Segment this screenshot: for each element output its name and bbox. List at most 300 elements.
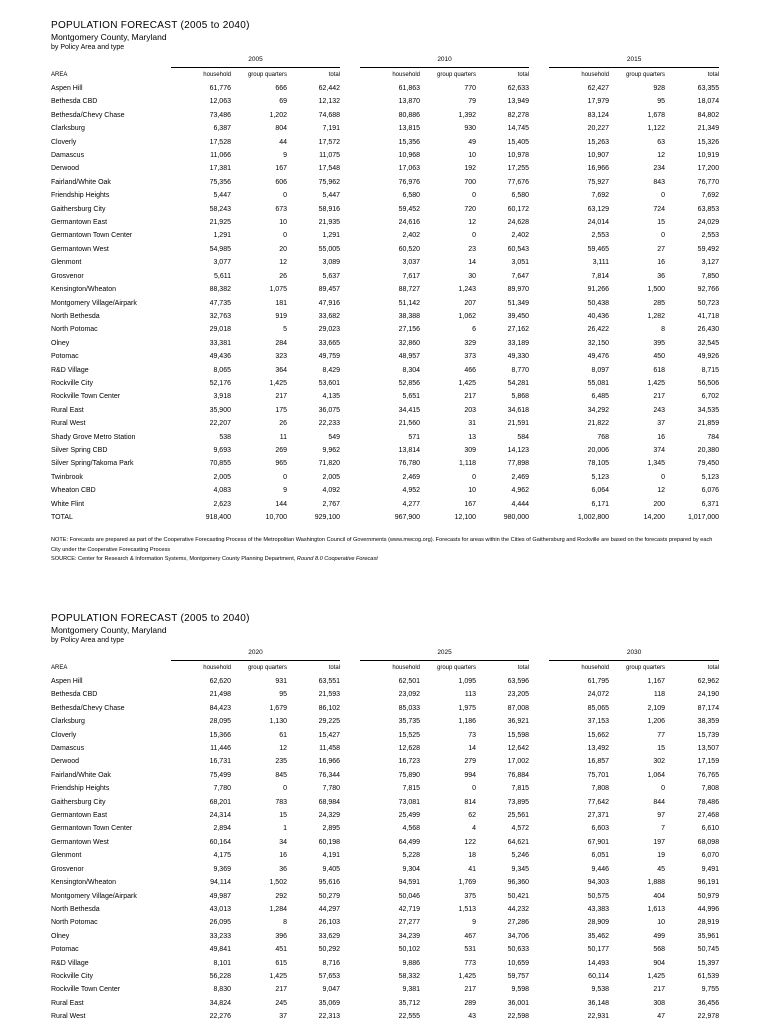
group-quarters-cell: 12 bbox=[657, 487, 666, 495]
area-name-cell: Potomac bbox=[51, 946, 79, 954]
table-row bbox=[51, 863, 719, 876]
group-quarters-cell: 6 bbox=[472, 326, 477, 334]
group-quarters-cell: 814 bbox=[464, 798, 477, 806]
column-gap bbox=[340, 782, 360, 795]
total-cell: 95,616 bbox=[318, 879, 341, 887]
group-quarters-cell: 329 bbox=[464, 339, 477, 347]
group-quarters-cell: 292 bbox=[275, 892, 287, 900]
column-gap bbox=[529, 364, 549, 377]
household-cell: 27,277 bbox=[398, 919, 421, 927]
column-gap bbox=[529, 702, 549, 715]
total-cell: 96,360 bbox=[507, 879, 530, 887]
group-quarters-cell: 1,425 bbox=[458, 972, 477, 980]
total-cell: 35,961 bbox=[697, 932, 720, 940]
column-gap bbox=[340, 337, 360, 350]
group-quarters-column-header: group quarters bbox=[247, 72, 287, 78]
area-name-cell: R&D Village bbox=[51, 366, 89, 374]
area-name-cell: Gaithersburg City bbox=[51, 205, 106, 213]
table-row bbox=[51, 162, 719, 175]
total-cell: 10,978 bbox=[507, 152, 530, 160]
group-quarters-cell: 36 bbox=[657, 272, 666, 280]
total-cell: 61,539 bbox=[697, 972, 720, 980]
household-cell: 7,815 bbox=[402, 785, 421, 793]
table-row bbox=[51, 82, 719, 95]
household-cell: 8,830 bbox=[213, 986, 231, 994]
table-row bbox=[51, 243, 719, 256]
group-quarters-cell: 8 bbox=[283, 919, 287, 927]
group-quarters-cell: 9 bbox=[472, 919, 477, 927]
group-quarters-cell: 12,100 bbox=[454, 514, 477, 521]
group-quarters-cell: 14 bbox=[468, 745, 477, 753]
column-gap bbox=[529, 970, 549, 983]
area-name-cell: Germantown East bbox=[51, 219, 108, 227]
household-cell: 16,966 bbox=[587, 165, 610, 173]
report-title: POPULATION FORECAST (2005 to 2040) bbox=[51, 613, 250, 624]
household-cell: 70,855 bbox=[209, 460, 231, 468]
household-cell: 5,651 bbox=[402, 393, 421, 401]
total-cell: 49,926 bbox=[697, 353, 720, 361]
total-cell: 15,397 bbox=[697, 959, 720, 967]
table-row bbox=[51, 364, 719, 377]
household-cell: 16,857 bbox=[587, 758, 610, 766]
area-name-cell: Glenmont bbox=[51, 259, 82, 267]
table-row bbox=[51, 970, 719, 983]
household-cell: 918,400 bbox=[205, 514, 231, 521]
total-cell: 89,457 bbox=[318, 286, 341, 294]
total-cell: 21,349 bbox=[697, 125, 720, 133]
column-gap bbox=[340, 364, 360, 377]
column-gap bbox=[529, 849, 549, 862]
total-cell: 41,718 bbox=[697, 312, 720, 320]
column-gap bbox=[340, 203, 360, 216]
household-column-header: household bbox=[581, 72, 610, 78]
household-cell: 75,927 bbox=[587, 178, 610, 186]
column-gap bbox=[340, 484, 360, 497]
total-cell: 8,770 bbox=[511, 366, 530, 374]
column-gap bbox=[340, 350, 360, 363]
column-gap bbox=[529, 323, 549, 336]
household-cell: 50,102 bbox=[398, 946, 421, 954]
group-quarters-cell: 118 bbox=[653, 691, 666, 699]
column-gap bbox=[340, 916, 360, 929]
column-gap bbox=[529, 229, 549, 242]
table-row bbox=[51, 431, 719, 444]
area-name-cell: Cloverly bbox=[51, 138, 77, 146]
column-gap bbox=[529, 890, 549, 903]
household-column-header: household bbox=[581, 665, 610, 671]
table-row bbox=[51, 957, 719, 970]
group-quarters-cell: 284 bbox=[275, 339, 287, 347]
household-cell: 28,095 bbox=[209, 718, 231, 726]
total-cell: 76,884 bbox=[507, 771, 530, 779]
group-quarters-cell: 0 bbox=[472, 192, 477, 200]
group-quarters-cell: 44 bbox=[279, 138, 287, 146]
group-quarters-cell: 1,130 bbox=[269, 718, 287, 726]
group-quarters-cell: 1,167 bbox=[647, 678, 666, 685]
group-quarters-cell: 7 bbox=[661, 825, 666, 833]
group-quarters-cell: 10,700 bbox=[265, 514, 287, 521]
group-quarters-cell: 1,392 bbox=[458, 111, 477, 119]
group-quarters-cell: 12 bbox=[279, 259, 287, 267]
column-gap bbox=[529, 822, 549, 835]
group-quarters-cell: 37 bbox=[657, 420, 666, 428]
column-gap bbox=[340, 809, 360, 822]
group-quarters-cell: 1,122 bbox=[647, 125, 666, 133]
group-quarters-cell: 606 bbox=[275, 178, 287, 186]
area-name-cell: North Bethesda bbox=[51, 905, 100, 913]
household-cell: 47,735 bbox=[209, 299, 231, 307]
year-header: 2030 bbox=[549, 646, 719, 661]
household-cell: 15,525 bbox=[398, 731, 421, 739]
total-cell: 6,702 bbox=[701, 393, 720, 401]
group-quarters-cell: 0 bbox=[283, 785, 287, 793]
column-gap bbox=[529, 997, 549, 1010]
table-row bbox=[51, 688, 719, 701]
group-quarters-cell: 804 bbox=[275, 125, 287, 133]
column-gap bbox=[340, 957, 360, 970]
table-row bbox=[51, 702, 719, 715]
household-cell: 4,277 bbox=[402, 500, 421, 508]
household-cell: 5,447 bbox=[213, 192, 231, 200]
total-cell: 5,868 bbox=[511, 393, 530, 401]
group-quarters-cell: 175 bbox=[275, 406, 287, 414]
table-row bbox=[51, 283, 719, 296]
household-cell: 34,292 bbox=[587, 406, 610, 414]
household-cell: 75,890 bbox=[398, 771, 421, 779]
group-quarters-cell: 269 bbox=[275, 446, 287, 454]
group-quarters-cell: 234 bbox=[653, 165, 666, 173]
household-cell: 15,263 bbox=[587, 138, 610, 146]
household-cell: 58,243 bbox=[209, 205, 231, 213]
total-cell: 1,017,000 bbox=[687, 514, 720, 521]
footnote-note: NOTE: Forecasts are prepared as part of the Cooperative Forecasting Process of the Metropolitan Washington Council of Governments (www.mwcog.org). Forecasts for areas within the Cities of Gaithersburg and Rockville are based on the forecasts prepared by each City under the Cooperative Forecasting Process bbox=[51, 537, 713, 553]
total-cell: 47,916 bbox=[318, 299, 341, 307]
table-row bbox=[51, 256, 719, 269]
household-cell: 34,415 bbox=[398, 406, 421, 414]
total-cell: 74,688 bbox=[318, 111, 341, 119]
total-cell: 9,491 bbox=[701, 865, 720, 873]
area-name-cell: Montgomery Village/Airpark bbox=[51, 299, 137, 307]
table-row bbox=[51, 983, 719, 996]
household-cell: 35,462 bbox=[587, 932, 610, 940]
total-cell: 36,001 bbox=[507, 999, 530, 1007]
total-cell: 11,458 bbox=[319, 745, 341, 753]
household-cell: 34,824 bbox=[209, 999, 231, 1007]
table-row bbox=[51, 323, 719, 336]
area-name-cell: Bethesda CBD bbox=[51, 691, 98, 699]
total-cell: 76,770 bbox=[697, 178, 720, 186]
household-cell: 23,092 bbox=[398, 691, 421, 699]
total-cell: 62,962 bbox=[697, 678, 720, 685]
household-cell: 768 bbox=[597, 433, 610, 441]
group-quarters-cell: 1,502 bbox=[269, 879, 287, 887]
group-quarters-column-header: group quarters bbox=[247, 665, 287, 671]
group-quarters-cell: 11 bbox=[279, 433, 287, 441]
table-row bbox=[51, 822, 719, 835]
total-cell: 584 bbox=[517, 433, 530, 441]
area-name-cell: TOTAL bbox=[51, 514, 73, 521]
total-cell: 15,739 bbox=[697, 731, 720, 739]
table-row bbox=[51, 742, 719, 755]
total-cell: 26,103 bbox=[318, 919, 341, 927]
table-row bbox=[51, 484, 719, 497]
total-cell: 7,850 bbox=[701, 272, 720, 280]
total-column-header: total bbox=[707, 72, 720, 78]
total-cell: 14,123 bbox=[507, 446, 530, 454]
table-row bbox=[51, 715, 719, 728]
household-cell: 50,046 bbox=[398, 892, 421, 900]
total-cell: 53,601 bbox=[318, 379, 341, 387]
column-gap bbox=[529, 836, 549, 849]
group-quarters-cell: 113 bbox=[464, 691, 477, 699]
household-cell: 3,918 bbox=[213, 393, 231, 401]
table-row bbox=[51, 270, 719, 283]
area-name-cell: Grosvenor bbox=[51, 272, 84, 280]
total-cell: 9,755 bbox=[701, 986, 720, 994]
total-cell: 784 bbox=[707, 433, 720, 441]
household-cell: 16,731 bbox=[209, 758, 231, 766]
column-gap bbox=[529, 688, 549, 701]
total-cell: 50,745 bbox=[697, 946, 720, 954]
area-name-cell: Friendship Heights bbox=[51, 785, 110, 793]
household-cell: 33,381 bbox=[209, 339, 231, 347]
total-cell: 59,492 bbox=[697, 245, 720, 253]
total-cell: 27,286 bbox=[507, 919, 530, 927]
table-row bbox=[51, 149, 719, 162]
total-cell: 24,190 bbox=[697, 691, 720, 699]
column-gap bbox=[340, 229, 360, 242]
group-quarters-cell: 1,186 bbox=[458, 718, 477, 726]
area-name-cell: Kensington/Wheaton bbox=[51, 879, 116, 887]
column-gap bbox=[340, 836, 360, 849]
household-cell: 49,987 bbox=[209, 892, 231, 900]
group-quarters-column-header: group quarters bbox=[437, 665, 477, 671]
table-row bbox=[51, 997, 719, 1010]
group-quarters-cell: 289 bbox=[464, 999, 477, 1007]
total-cell: 21,935 bbox=[318, 219, 341, 227]
household-cell: 7,617 bbox=[402, 272, 421, 280]
household-cell: 35,735 bbox=[398, 718, 421, 726]
column-gap bbox=[340, 404, 360, 417]
area-name-cell: Germantown East bbox=[51, 812, 108, 820]
area-name-cell: Fairland/White Oak bbox=[51, 178, 111, 186]
area-name-cell: Clarksburg bbox=[51, 125, 85, 133]
total-cell: 9,345 bbox=[511, 865, 530, 873]
total-cell: 23,205 bbox=[507, 691, 530, 699]
footnote bbox=[51, 536, 719, 565]
report-by-type: by Policy Area and type bbox=[51, 637, 125, 644]
group-quarters-cell: 13 bbox=[468, 433, 477, 441]
household-cell: 24,014 bbox=[587, 219, 610, 227]
household-cell: 20,227 bbox=[587, 125, 610, 133]
group-quarters-cell: 0 bbox=[472, 473, 477, 481]
column-gap bbox=[340, 136, 360, 149]
total-cell: 50,421 bbox=[507, 892, 530, 900]
total-cell: 33,682 bbox=[318, 312, 341, 320]
household-cell: 32,763 bbox=[209, 312, 231, 320]
column-gap bbox=[340, 283, 360, 296]
household-cell: 35,900 bbox=[209, 406, 231, 414]
household-cell: 13,814 bbox=[398, 446, 421, 454]
group-quarters-cell: 1 bbox=[283, 825, 287, 833]
group-quarters-cell: 1,206 bbox=[647, 718, 666, 726]
column-gap bbox=[529, 350, 549, 363]
column-gap bbox=[529, 809, 549, 822]
group-quarters-cell: 217 bbox=[275, 986, 287, 994]
group-quarters-cell: 965 bbox=[275, 460, 287, 468]
group-quarters-cell: 45 bbox=[657, 865, 666, 873]
total-cell: 21,591 bbox=[507, 420, 530, 428]
household-cell: 25,499 bbox=[398, 812, 421, 820]
table-row bbox=[51, 377, 719, 390]
group-quarters-cell: 14 bbox=[468, 259, 477, 267]
table-row bbox=[51, 471, 719, 484]
group-quarters-cell: 16 bbox=[657, 433, 666, 441]
group-quarters-cell: 1,282 bbox=[647, 312, 666, 320]
group-quarters-cell: 5 bbox=[283, 326, 287, 334]
total-cell: 7,780 bbox=[322, 785, 341, 793]
group-quarters-cell: 919 bbox=[275, 312, 287, 320]
group-quarters-cell: 374 bbox=[653, 446, 666, 454]
group-quarters-cell: 1,679 bbox=[269, 704, 287, 712]
household-cell: 75,356 bbox=[209, 178, 231, 186]
total-cell: 2,402 bbox=[511, 232, 530, 240]
footnote-source bbox=[51, 555, 719, 565]
household-cell: 33,233 bbox=[209, 932, 231, 940]
area-name-cell: Cloverly bbox=[51, 731, 77, 739]
household-column-header: household bbox=[392, 665, 421, 671]
column-gap bbox=[340, 1010, 360, 1023]
group-quarters-cell: 10 bbox=[657, 919, 666, 927]
column-gap bbox=[340, 903, 360, 916]
total-cell: 2,895 bbox=[322, 825, 341, 833]
column-gap bbox=[340, 162, 360, 175]
household-cell: 10,907 bbox=[587, 152, 610, 160]
total-cell: 22,233 bbox=[318, 420, 341, 428]
total-cell: 33,189 bbox=[507, 339, 530, 347]
group-quarters-cell: 95 bbox=[279, 691, 287, 699]
household-cell: 6,603 bbox=[591, 825, 610, 833]
column-gap bbox=[340, 457, 360, 470]
area-name-cell: Bethesda CBD bbox=[51, 98, 98, 106]
total-cell: 24,329 bbox=[318, 812, 341, 820]
household-cell: 62,620 bbox=[209, 678, 231, 685]
column-gap bbox=[340, 943, 360, 956]
area-name-cell: Aspen Hill bbox=[51, 85, 83, 92]
group-quarters-cell: 0 bbox=[661, 473, 666, 481]
group-quarters-cell: 1,202 bbox=[269, 111, 287, 119]
household-cell: 76,780 bbox=[398, 460, 421, 468]
total-cell: 36,075 bbox=[318, 406, 341, 414]
column-gap bbox=[340, 822, 360, 835]
group-quarters-cell: 20 bbox=[279, 245, 287, 253]
group-quarters-cell: 16 bbox=[657, 259, 666, 267]
column-gap bbox=[529, 755, 549, 768]
household-cell: 42,719 bbox=[398, 905, 421, 913]
household-cell: 36,148 bbox=[587, 999, 610, 1007]
column-gap bbox=[340, 715, 360, 728]
household-cell: 12,063 bbox=[209, 98, 231, 106]
group-quarters-cell: 724 bbox=[653, 205, 666, 213]
total-cell: 4,962 bbox=[511, 487, 530, 495]
total-cell: 79,450 bbox=[697, 460, 720, 468]
total-column-header: total bbox=[517, 665, 530, 671]
total-cell: 17,255 bbox=[507, 165, 530, 173]
column-gap bbox=[340, 82, 360, 95]
column-gap bbox=[529, 769, 549, 782]
total-cell: 86,102 bbox=[318, 704, 341, 712]
area-name-cell: Germantown West bbox=[51, 838, 109, 846]
group-quarters-cell: 450 bbox=[653, 353, 666, 361]
column-gap bbox=[529, 943, 549, 956]
household-cell: 49,476 bbox=[587, 353, 610, 361]
household-cell: 24,314 bbox=[209, 812, 231, 820]
total-cell: 10,659 bbox=[507, 959, 530, 967]
year-header: 2005 bbox=[171, 53, 340, 68]
household-cell: 2,469 bbox=[402, 473, 421, 481]
total-cell: 13,949 bbox=[507, 98, 530, 106]
area-name-cell: Germantown Town Center bbox=[51, 232, 133, 240]
group-quarters-cell: 568 bbox=[653, 946, 666, 954]
household-cell: 4,083 bbox=[213, 487, 231, 495]
total-cell: 36,921 bbox=[507, 718, 530, 726]
group-quarters-cell: 217 bbox=[653, 393, 666, 401]
household-cell: 75,499 bbox=[209, 771, 231, 779]
column-gap bbox=[529, 82, 549, 95]
total-cell: 68,984 bbox=[318, 798, 341, 806]
total-cell: 50,292 bbox=[318, 946, 341, 954]
total-cell: 36,456 bbox=[697, 999, 720, 1007]
area-name-cell: Grosvenor bbox=[51, 865, 84, 873]
group-quarters-cell: 181 bbox=[275, 299, 287, 307]
table-row bbox=[51, 297, 719, 310]
column-gap bbox=[529, 484, 549, 497]
household-cell: 17,979 bbox=[587, 98, 610, 106]
household-cell: 85,033 bbox=[398, 704, 421, 712]
table-row bbox=[51, 203, 719, 216]
total-cell: 50,633 bbox=[507, 946, 530, 954]
column-gap bbox=[529, 511, 549, 524]
total-cell: 2,005 bbox=[322, 473, 341, 481]
group-quarters-cell: 217 bbox=[464, 393, 477, 401]
forecast-section-2 bbox=[51, 613, 719, 1024]
household-cell: 94,591 bbox=[398, 879, 421, 887]
area-name-cell: Bethesda/Chevy Chase bbox=[51, 111, 125, 119]
total-cell: 87,174 bbox=[697, 704, 720, 712]
group-quarters-cell: 41 bbox=[468, 865, 477, 873]
household-cell: 2,005 bbox=[213, 473, 231, 481]
household-cell: 50,438 bbox=[587, 299, 610, 307]
table-body bbox=[51, 82, 719, 524]
household-cell: 24,072 bbox=[587, 691, 610, 699]
group-quarters-cell: 0 bbox=[283, 473, 287, 481]
household-cell: 7,780 bbox=[213, 785, 231, 793]
total-cell: 20,380 bbox=[697, 446, 720, 454]
total-cell: 15,405 bbox=[507, 138, 530, 146]
total-cell: 10,919 bbox=[697, 152, 720, 160]
group-quarters-cell: 217 bbox=[653, 986, 666, 994]
group-quarters-cell: 12 bbox=[657, 152, 666, 160]
table-row bbox=[51, 109, 719, 122]
forecast-table-1 bbox=[51, 53, 719, 524]
forecast-table-2 bbox=[51, 646, 719, 1024]
table-row bbox=[51, 796, 719, 809]
household-cell: 56,228 bbox=[209, 972, 231, 980]
household-cell: 32,860 bbox=[398, 339, 421, 347]
total-cell: 29,023 bbox=[318, 326, 341, 334]
total-cell: 33,629 bbox=[318, 932, 341, 940]
column-gap bbox=[529, 957, 549, 970]
